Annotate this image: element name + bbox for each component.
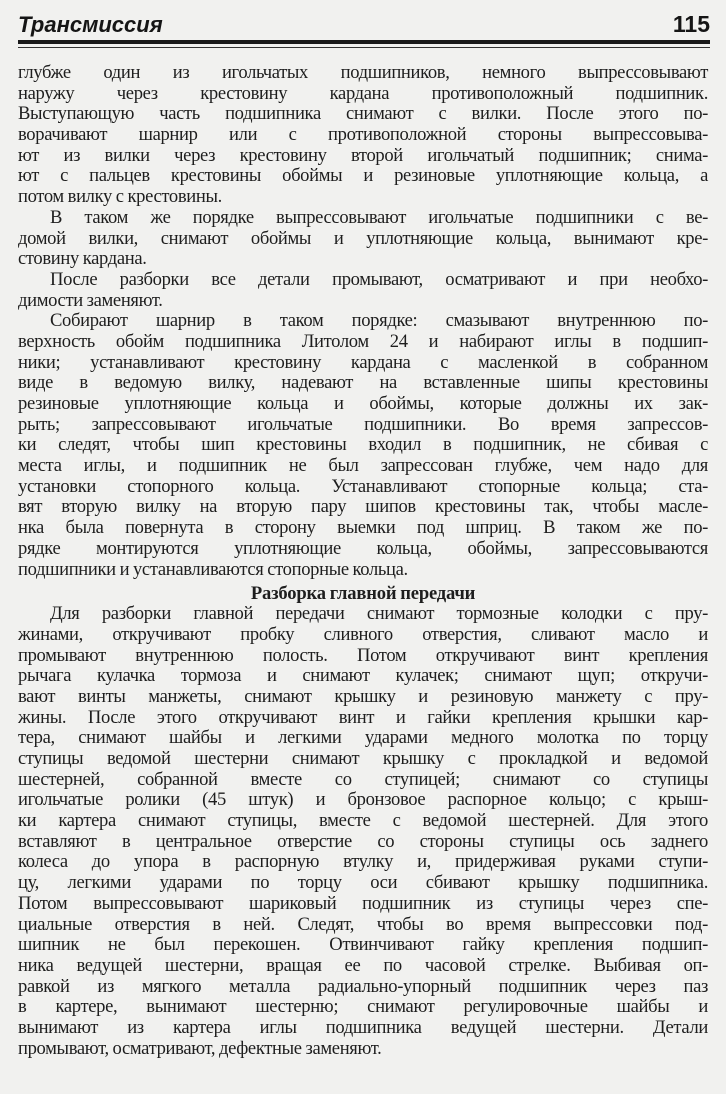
text-line: жинами, откручивают пробку сливного отверстия, сливают масло и — [18, 623, 708, 645]
text-line: циальные отверстия в ней. Следят, чтобы во время выпрессовки под- — [18, 913, 708, 935]
text-line: шипник не был перекошен. Отвинчивают гайку крепления подшип- — [18, 934, 708, 956]
text-line: рыть; запрессовывают игольчатые подшипники. Во время запрессов- — [18, 413, 708, 435]
section-title: Трансмиссия — [18, 12, 163, 37]
text-line: вают винты манжеты, снимают крышку и резиновую манжету с пру- — [18, 685, 708, 707]
header-rule-thick — [18, 40, 710, 44]
text-line: ки следят, чтобы шип крестовины входил в подшипник, не сбивая с — [18, 434, 708, 456]
text-line: верхность обойм подшипника Литолом 24 и набирают иглы в подшип- — [18, 330, 708, 352]
text-line: ки картера снимают ступицы, вместе с ведомой шестерней. Для этого — [18, 810, 708, 832]
text-line: нка была повернута в сторону выемки под шприц. В таком же по- — [18, 517, 708, 539]
paragraph — [18, 311, 708, 580]
text-line: колеса до упора в распорную втулку и, придерживая руками ступи- — [18, 851, 708, 873]
header-rule-thin — [18, 47, 710, 48]
text-line: шестерней, собранной вместе со ступицей; снимают со ступицы — [18, 768, 708, 790]
text-line: в картере, вынимают шестерню; снимают регулировочные шайбы и — [18, 996, 708, 1018]
text-line: домой вилки, снимают обоймы и уплотняющие кольца, вынимают кре- — [18, 227, 708, 249]
text-line: жины. После этого откручивают винт и гайки крепления крышки кар- — [18, 706, 708, 728]
text-line: промывают внутреннюю полость. Потом откручивают винт крепления — [18, 644, 708, 666]
text-line: ворачивают шарнир или с противоположной стороны выпрессовыва- — [18, 124, 708, 146]
text-line: вынимают из картера иглы подшипника ведущей шестерни. Детали — [18, 1016, 708, 1038]
text-line: потом вилку с крестовины. — [18, 186, 222, 208]
text-line: стовину кардана. — [18, 248, 147, 270]
paragraph — [18, 208, 708, 270]
text-line: глубже один из игольчатых подшипников, немного выпрессовывают — [18, 62, 708, 83]
text-line: подшипники и устанавливаются стопорные кольца. — [18, 558, 408, 580]
text-line: После разборки все детали промывают, осматривают и при необхо- — [50, 268, 708, 290]
page-number: 115 — [672, 11, 710, 37]
text-line: наружу через крестовину кардана противоположный подшипник. — [18, 82, 708, 104]
text-line: виде в ведомую вилку, надевают на вставленные шипы крестовины — [18, 372, 708, 394]
text-line: ют с пальцев крестовины обоймы и резиновые уплотняющие кольца, а — [18, 165, 708, 187]
text-line: вят вторую вилку на вторую пару шипов крестовины так, чтобы масле- — [18, 496, 708, 518]
text-line: Для разборки главной передачи снимают тормозные колодки с пру- — [50, 603, 708, 625]
text-line: игольчатые ролики (45 штук) и бронзовое распорное кольцо; с крыш- — [18, 789, 708, 811]
paragraph — [18, 270, 708, 311]
paragraph — [18, 63, 708, 208]
text-line: ники; устанавливают крестовину кардана с масленкой в собранном — [18, 351, 708, 373]
text-line: тера, снимают шайбы и легкими ударами медного молотка по торцу — [18, 727, 708, 749]
section-heading: Разборка главной передачи — [250, 583, 476, 605]
paragraph — [18, 604, 708, 1059]
text-line: Собирают шарнир в таком порядке: смазывают внутреннюю по- — [50, 310, 708, 332]
text-line: равкой из мягкого металла радиально-упорный подшипник через паз — [18, 975, 708, 997]
text-line: рычага кулачка тормоза и снимают кулачек; снимают щуп; откручи- — [18, 665, 708, 687]
text-line: Выступающую часть подшипника снимают с вилки. После этого по- — [18, 103, 708, 125]
page-header — [18, 8, 710, 44]
text-line: вставляют в центральное отверстие со стороны ступицы ось заднего — [18, 830, 708, 852]
text-line: Потом выпрессовывают шариковый подшипник из ступицы через спе- — [18, 892, 708, 914]
text-line: димости заменяют. — [18, 289, 163, 311]
text-line: В таком же порядке выпрессовывают игольчатые подшипники с ве- — [50, 206, 708, 228]
text-line: ника ведущей шестерни, вращая ее по часовой стрелке. Выбивая оп- — [18, 954, 708, 976]
text-line: установки стопорного кольца. Устанавливают стопорные кольца; ста- — [18, 475, 708, 497]
text-line: ют из вилки через крестовину второй игольчатый подшипник; снима- — [18, 144, 708, 166]
text-line: резиновые уплотняющие кольца и обоймы, которые должны их зак- — [18, 393, 708, 414]
text-line: промывают, осматривают, дефектные заменяют. — [18, 1037, 382, 1059]
text-line: рядке монтируются уплотняющие кольца, обоймы, запрессовываются — [18, 537, 708, 559]
text-line: цу, легкими ударами по торцу оси сбивают крышку подшипника. — [18, 872, 708, 894]
page-body — [18, 63, 708, 1059]
text-line: места иглы, и подшипник не был запрессован глубже, чем надо для — [18, 455, 708, 477]
text-line: ступицы ведомой шестерни снимают крышку с прокладкой и ведомой — [18, 748, 708, 769]
